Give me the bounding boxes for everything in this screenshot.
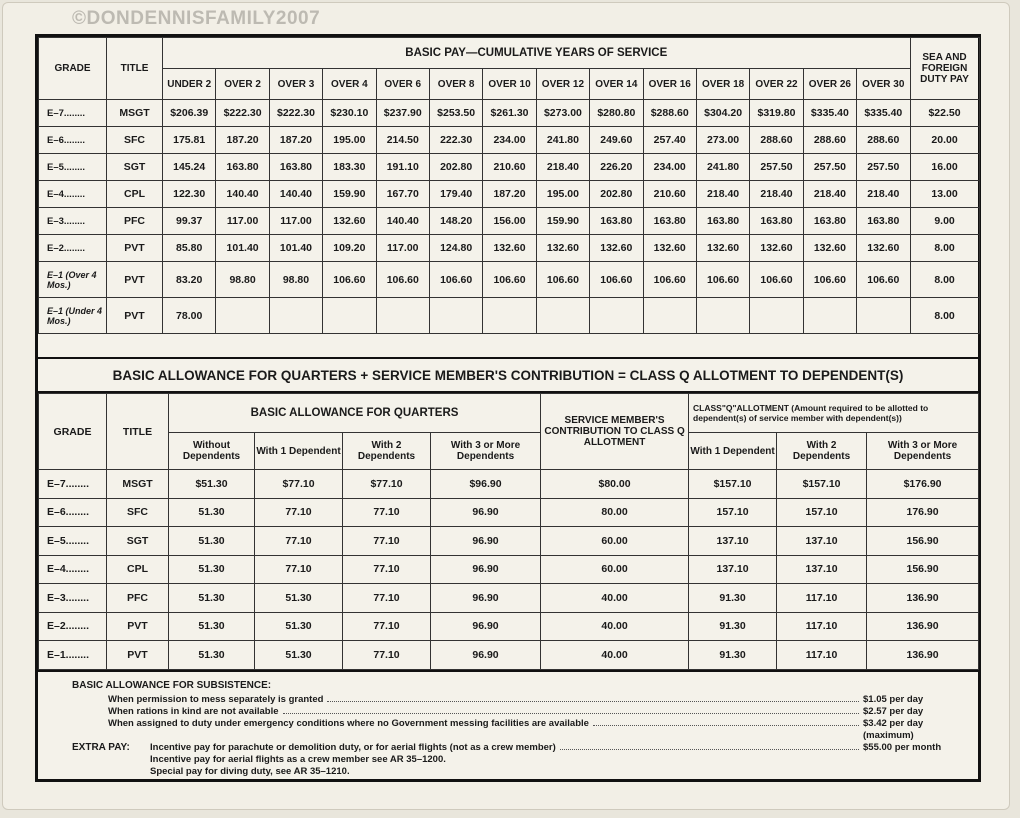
baq-cell: 96.90 — [431, 641, 541, 670]
contribution-cell: 60.00 — [541, 527, 689, 556]
pay-cell: 148.20 — [429, 208, 482, 235]
baq-cell: 77.10 — [343, 498, 431, 527]
years-column-header: OVER 6 — [376, 69, 429, 100]
grade-cell: E–4........ — [39, 181, 107, 208]
grade-cell: E–1 (Over 4 Mos.) — [39, 262, 107, 298]
footer-line — [150, 754, 970, 765]
pay-row — [39, 127, 980, 154]
baq-column-header: Without Dependents — [169, 433, 255, 470]
pay-cell: $230.10 — [323, 100, 376, 127]
footer-line-text: When assigned to duty under emergency conditions where no Government messing facilities are available — [108, 718, 589, 729]
pay-cell: 195.00 — [536, 181, 589, 208]
title-cell: MSGT — [107, 470, 169, 499]
pay-cell: 179.40 — [429, 181, 482, 208]
leader-dots — [283, 706, 859, 714]
pay-cell: 156.00 — [483, 208, 536, 235]
pay-cell: $206.39 — [163, 100, 216, 127]
leader-dots — [560, 742, 859, 750]
baq-cell: 51.30 — [169, 612, 255, 641]
pay-cell: 226.20 — [590, 154, 643, 181]
pay-card — [2, 2, 1010, 810]
subsistence-label: BASIC ALLOWANCE FOR SUBSISTENCE: — [72, 680, 272, 691]
sea-duty-cell: 8.00 — [910, 298, 979, 334]
pay-cell: 159.90 — [323, 181, 376, 208]
baq-cell: 51.30 — [255, 584, 343, 613]
baq-cell: 77.10 — [255, 555, 343, 584]
pay-cell: 222.30 — [429, 127, 482, 154]
pay-cell: 175.81 — [163, 127, 216, 154]
pay-cell: 106.60 — [590, 262, 643, 298]
pay-cell: 210.60 — [483, 154, 536, 181]
title-cell: PVT — [107, 235, 163, 262]
grade-cell: E–7........ — [39, 470, 107, 499]
pay-cell: 106.60 — [696, 262, 749, 298]
title-cell: SFC — [107, 498, 169, 527]
pay-cell: $273.00 — [536, 100, 589, 127]
baq-cell: 51.30 — [169, 498, 255, 527]
extra-pay-label: EXTRA PAY: — [72, 742, 130, 753]
pay-cell — [376, 298, 429, 334]
pay-cell: 132.60 — [643, 235, 696, 262]
pay-row — [39, 181, 980, 208]
pay-cell: 132.60 — [696, 235, 749, 262]
years-column-header: OVER 3 — [269, 69, 322, 100]
pay-cell — [323, 298, 376, 334]
grade-cell: E–2........ — [39, 235, 107, 262]
pay-cell: 132.60 — [590, 235, 643, 262]
pay-cell — [216, 298, 269, 334]
title-cell: SGT — [107, 154, 163, 181]
pay-cell: 117.00 — [216, 208, 269, 235]
pay-cell: 78.00 — [163, 298, 216, 334]
footer-line — [150, 742, 958, 753]
footer-line-text: When permission to mess separately is granted — [108, 694, 324, 705]
baq-column-header: With 2 Dependents — [343, 433, 431, 470]
baq-row — [39, 584, 979, 613]
pay-row — [39, 235, 980, 262]
years-column-header: OVER 14 — [590, 69, 643, 100]
class-q-column-header: With 3 or More Dependents — [867, 433, 979, 470]
pay-cell: 218.40 — [750, 181, 803, 208]
pay-cell: 273.00 — [696, 127, 749, 154]
title-cell: PVT — [107, 262, 163, 298]
class-q-cell: 137.10 — [689, 555, 777, 584]
pay-cell: 163.80 — [750, 208, 803, 235]
years-column-header: OVER 10 — [483, 69, 536, 100]
baq-cell: $96.90 — [431, 470, 541, 499]
grade-cell: E–5........ — [39, 154, 107, 181]
pay-cell: 288.60 — [857, 127, 910, 154]
class-q-header: CLASS"Q"ALLOTMENT (Amount required to be allotted to dependent(s) of service member with dependent(s)) — [689, 394, 979, 433]
class-q-cell: 136.90 — [867, 584, 979, 613]
class-q-cell: 157.10 — [689, 498, 777, 527]
equation-banner: BASIC ALLOWANCE FOR QUARTERS + SERVICE MEMBER'S CONTRIBUTION = CLASS Q ALLOTMENT TO DEPENDENT(S) — [38, 357, 978, 393]
grade-cell: E–1 (Under 4 Mos.) — [39, 298, 107, 334]
contribution-cell: 40.00 — [541, 612, 689, 641]
pay-cell: 249.60 — [590, 127, 643, 154]
sea-duty-cell: 16.00 — [910, 154, 979, 181]
pay-cell: 117.00 — [269, 208, 322, 235]
pay-row — [39, 100, 980, 127]
years-column-header: OVER 18 — [696, 69, 749, 100]
pay-cell — [696, 298, 749, 334]
years-column-header: OVER 26 — [803, 69, 856, 100]
pay-cell: 106.60 — [429, 262, 482, 298]
contribution-header: SERVICE MEMBER'S CONTRIBUTION TO CLASS Q ALLOTMENT — [541, 394, 689, 470]
pay-cell: 106.60 — [643, 262, 696, 298]
pay-cell: 234.00 — [643, 154, 696, 181]
grade-cell: E–7........ — [39, 100, 107, 127]
pay-cell: 218.40 — [857, 181, 910, 208]
grade-header: GRADE — [39, 394, 107, 470]
baq-row — [39, 641, 979, 670]
pay-cell: 132.60 — [750, 235, 803, 262]
pay-row — [39, 298, 980, 334]
years-column-header: OVER 30 — [857, 69, 910, 100]
pay-cell: $261.30 — [483, 100, 536, 127]
pay-cell: 98.80 — [269, 262, 322, 298]
pay-cell: 101.40 — [269, 235, 322, 262]
years-column-header: OVER 4 — [323, 69, 376, 100]
pay-cell: 288.60 — [803, 127, 856, 154]
pay-table-frame — [35, 34, 981, 782]
footer-notes — [38, 670, 978, 782]
pay-cell: 163.80 — [590, 208, 643, 235]
pay-cell: 187.20 — [269, 127, 322, 154]
pay-cell: 163.80 — [803, 208, 856, 235]
years-column-header: UNDER 2 — [163, 69, 216, 100]
pay-cell: 140.40 — [269, 181, 322, 208]
title-cell: PVT — [107, 298, 163, 334]
class-q-cell: 137.10 — [777, 527, 867, 556]
title-cell: CPL — [107, 181, 163, 208]
grade-cell: E–6........ — [39, 498, 107, 527]
pay-cell: 98.80 — [216, 262, 269, 298]
pay-cell: 109.20 — [323, 235, 376, 262]
footer-line-text: Incentive pay for aerial flights as a crew member see AR 35–1200. — [150, 754, 446, 765]
title-cell: PFC — [107, 208, 163, 235]
footer-line-amount: $2.57 per day — [863, 706, 924, 717]
class-q-cell: 117.10 — [777, 641, 867, 670]
pay-cell — [857, 298, 910, 334]
pay-cell: 132.60 — [536, 235, 589, 262]
baq-cell: 51.30 — [255, 612, 343, 641]
pay-cell: $335.40 — [857, 100, 910, 127]
baq-cell: $77.10 — [343, 470, 431, 499]
title-cell: MSGT — [107, 100, 163, 127]
maximum-note: (maximum) — [863, 730, 914, 741]
pay-cell — [429, 298, 482, 334]
class-q-cell: 91.30 — [689, 584, 777, 613]
pay-cell — [803, 298, 856, 334]
footer-line-text: Special pay for diving duty, see AR 35–1210. — [150, 766, 350, 777]
sea-duty-cell: 8.00 — [910, 262, 979, 298]
baq-cell: 51.30 — [169, 527, 255, 556]
pay-cell: 106.60 — [750, 262, 803, 298]
baq-row — [39, 612, 979, 641]
pay-cell: 202.80 — [429, 154, 482, 181]
pay-cell: 106.60 — [323, 262, 376, 298]
baq-cell: 77.10 — [255, 527, 343, 556]
pay-cell: 218.40 — [536, 154, 589, 181]
baq-row — [39, 555, 979, 584]
pay-cell: 101.40 — [216, 235, 269, 262]
pay-cell: $222.30 — [216, 100, 269, 127]
sea-duty-cell: 8.00 — [910, 235, 979, 262]
pay-cell: 214.50 — [376, 127, 429, 154]
years-column-header: OVER 2 — [216, 69, 269, 100]
baq-cell: 51.30 — [255, 641, 343, 670]
sea-duty-cell: $22.50 — [910, 100, 979, 127]
pay-cell: 257.50 — [803, 154, 856, 181]
quarters-allowance-table — [38, 393, 979, 670]
baq-cell: 77.10 — [255, 498, 343, 527]
pay-cell — [590, 298, 643, 334]
pay-cell: 140.40 — [376, 208, 429, 235]
pay-cell: 187.20 — [216, 127, 269, 154]
sea-duty-cell: 9.00 — [910, 208, 979, 235]
pay-cell: $304.20 — [696, 100, 749, 127]
grade-header: GRADE — [39, 38, 107, 100]
pay-cell: 163.80 — [269, 154, 322, 181]
basic-pay-header: BASIC PAY—CUMULATIVE YEARS OF SERVICE — [163, 38, 911, 69]
pay-cell: 163.80 — [643, 208, 696, 235]
baq-cell: 77.10 — [343, 612, 431, 641]
pay-cell: 132.60 — [323, 208, 376, 235]
pay-cell: $280.80 — [590, 100, 643, 127]
baq-row — [39, 470, 979, 499]
class-q-cell: 117.10 — [777, 584, 867, 613]
pay-cell: 106.60 — [857, 262, 910, 298]
pay-cell: 195.00 — [323, 127, 376, 154]
pay-cell: 257.40 — [643, 127, 696, 154]
pay-cell: 124.80 — [429, 235, 482, 262]
class-q-cell: 157.10 — [777, 498, 867, 527]
pay-row — [39, 262, 980, 298]
pay-cell: 191.10 — [376, 154, 429, 181]
pay-cell: 183.30 — [323, 154, 376, 181]
pay-cell: 218.40 — [803, 181, 856, 208]
pay-cell — [483, 298, 536, 334]
pay-cell — [750, 298, 803, 334]
contribution-cell: 40.00 — [541, 641, 689, 670]
pay-cell: 106.60 — [483, 262, 536, 298]
class-q-cell: 137.10 — [689, 527, 777, 556]
pay-cell: 218.40 — [696, 181, 749, 208]
pay-cell: 106.60 — [536, 262, 589, 298]
pay-cell: 163.80 — [216, 154, 269, 181]
footer-line-amount: $3.42 per day — [863, 718, 924, 729]
class-q-cell: 156.90 — [867, 555, 979, 584]
baq-cell: 77.10 — [343, 641, 431, 670]
years-column-header: OVER 22 — [750, 69, 803, 100]
pay-cell: 288.60 — [750, 127, 803, 154]
contribution-cell: 40.00 — [541, 584, 689, 613]
class-q-cell: 137.10 — [777, 555, 867, 584]
contribution-cell: 80.00 — [541, 498, 689, 527]
class-q-cell: 176.90 — [867, 498, 979, 527]
footer-line-text: Incentive pay for parachute or demolition duty, or for aerial flights (not as a crew member) — [150, 742, 556, 753]
class-q-cell: 156.90 — [867, 527, 979, 556]
footer-line-amount: $1.05 per day — [863, 694, 924, 705]
leader-dots — [593, 718, 859, 726]
baq-cell: 77.10 — [343, 527, 431, 556]
baq-cell: 96.90 — [431, 527, 541, 556]
years-column-header: OVER 12 — [536, 69, 589, 100]
baq-cell: 96.90 — [431, 612, 541, 641]
class-q-cell: 91.30 — [689, 612, 777, 641]
baq-cell: $51.30 — [169, 470, 255, 499]
leader-dots — [327, 694, 859, 702]
class-q-cell: 91.30 — [689, 641, 777, 670]
watermark: ©DONDENNISFAMILY2007 — [72, 8, 321, 29]
title-header: TITLE — [107, 394, 169, 470]
title-cell: SGT — [107, 527, 169, 556]
pay-cell: $319.80 — [750, 100, 803, 127]
baq-cell: 51.30 — [169, 641, 255, 670]
pay-cell: $288.60 — [643, 100, 696, 127]
pay-cell — [269, 298, 322, 334]
contribution-cell: $80.00 — [541, 470, 689, 499]
footer-line — [108, 694, 958, 705]
baq-header: BASIC ALLOWANCE FOR QUARTERS — [169, 394, 541, 433]
pay-cell: 159.90 — [536, 208, 589, 235]
pay-cell: 145.24 — [163, 154, 216, 181]
pay-row — [39, 154, 980, 181]
pay-cell: 241.80 — [536, 127, 589, 154]
baq-row — [39, 498, 979, 527]
grade-cell: E–3........ — [39, 584, 107, 613]
footer-line — [108, 718, 958, 729]
pay-cell: 140.40 — [216, 181, 269, 208]
years-column-header: OVER 16 — [643, 69, 696, 100]
title-header: TITLE — [107, 38, 163, 100]
class-q-cell: $176.90 — [867, 470, 979, 499]
pay-cell: 241.80 — [696, 154, 749, 181]
baq-cell: 96.90 — [431, 498, 541, 527]
pay-cell: $237.90 — [376, 100, 429, 127]
class-q-cell: 136.90 — [867, 641, 979, 670]
pay-cell: 99.37 — [163, 208, 216, 235]
pay-cell: 83.20 — [163, 262, 216, 298]
pay-cell: 117.00 — [376, 235, 429, 262]
pay-cell: 106.60 — [803, 262, 856, 298]
class-q-cell: 117.10 — [777, 612, 867, 641]
baq-cell: 51.30 — [169, 584, 255, 613]
grade-cell: E–5........ — [39, 527, 107, 556]
class-q-column-header: With 1 Dependent — [689, 433, 777, 470]
years-column-header: OVER 8 — [429, 69, 482, 100]
pay-cell: 132.60 — [483, 235, 536, 262]
pay-cell: 210.60 — [643, 181, 696, 208]
footer-line — [108, 706, 958, 717]
title-cell: SFC — [107, 127, 163, 154]
pay-cell: 167.70 — [376, 181, 429, 208]
pay-row — [39, 208, 980, 235]
pay-cell: 163.80 — [696, 208, 749, 235]
title-cell: PVT — [107, 641, 169, 670]
pay-cell: 163.80 — [857, 208, 910, 235]
pay-cell — [643, 298, 696, 334]
pay-cell — [536, 298, 589, 334]
class-q-cell: 136.90 — [867, 612, 979, 641]
grade-cell: E–6........ — [39, 127, 107, 154]
footer-line — [150, 766, 970, 777]
pay-cell: $253.50 — [429, 100, 482, 127]
pay-cell: 202.80 — [590, 181, 643, 208]
pay-cell: 187.20 — [483, 181, 536, 208]
baq-column-header: With 3 or More Dependents — [431, 433, 541, 470]
baq-cell: 51.30 — [169, 555, 255, 584]
baq-cell: 77.10 — [343, 555, 431, 584]
contribution-cell: 60.00 — [541, 555, 689, 584]
baq-row — [39, 527, 979, 556]
pay-cell: 234.00 — [483, 127, 536, 154]
baq-cell: 77.10 — [343, 584, 431, 613]
title-cell: PVT — [107, 612, 169, 641]
pay-cell: 122.30 — [163, 181, 216, 208]
pay-cell: $222.30 — [269, 100, 322, 127]
pay-cell: $335.40 — [803, 100, 856, 127]
class-q-column-header: With 2 Dependents — [777, 433, 867, 470]
baq-cell: 96.90 — [431, 584, 541, 613]
footer-line-text: When rations in kind are not available — [108, 706, 279, 717]
pay-cell: 106.60 — [376, 262, 429, 298]
sea-duty-cell: 20.00 — [910, 127, 979, 154]
grade-cell: E–4........ — [39, 555, 107, 584]
grade-cell: E–1........ — [39, 641, 107, 670]
title-cell: CPL — [107, 555, 169, 584]
baq-cell: $77.10 — [255, 470, 343, 499]
grade-cell: E–3........ — [39, 208, 107, 235]
pay-cell: 257.50 — [750, 154, 803, 181]
grade-cell: E–2........ — [39, 612, 107, 641]
basic-pay-table — [38, 37, 980, 334]
sea-duty-cell: 13.00 — [910, 181, 979, 208]
baq-column-header: With 1 Dependent — [255, 433, 343, 470]
pay-cell: 132.60 — [803, 235, 856, 262]
title-cell: PFC — [107, 584, 169, 613]
baq-cell: 96.90 — [431, 555, 541, 584]
class-q-cell: $157.10 — [689, 470, 777, 499]
pay-cell: 257.50 — [857, 154, 910, 181]
footer-line-amount: $55.00 per month — [863, 742, 942, 753]
pay-cell: 132.60 — [857, 235, 910, 262]
class-q-cell: $157.10 — [777, 470, 867, 499]
pay-cell: 85.80 — [163, 235, 216, 262]
sea-duty-header: SEA AND FOREIGN DUTY PAY — [910, 38, 979, 100]
